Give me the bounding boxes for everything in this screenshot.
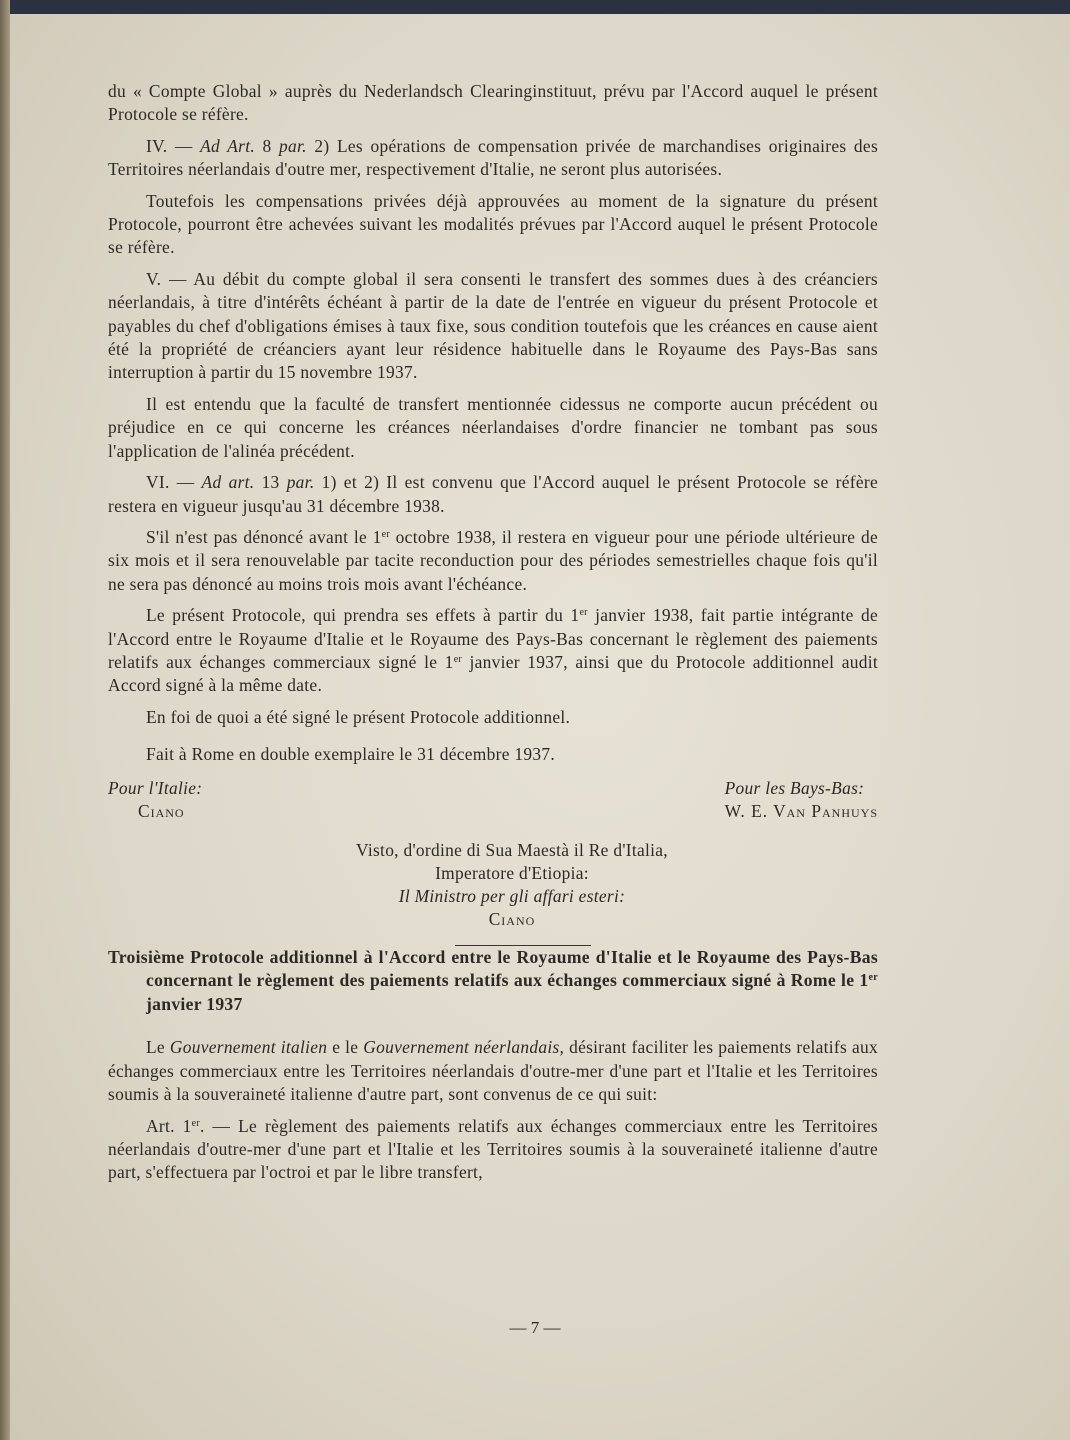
signature-italy — [108, 777, 202, 824]
paragraph-denonciation: S'il n'est pas dénoncé avant le 1er octobre 1938, il restera en vigueur pour une période ultérieure de six mois et il sera renouvelable par tacite reconduction pour des périodes semestrielles chaque fois qu'il ne sera pas dénoncé au moins trois mois avant l'échéance. — [108, 526, 878, 594]
signature-netherlands — [725, 777, 878, 824]
signatory-name-italy: Ciano — [138, 800, 185, 821]
scan-top-border — [0, 0, 1070, 14]
paragraph-article-iv: IV. — Ad Art. 8 par. 2) Les opérations de compensation privée de marchandises originaires des Territoires néerlandais d'outre mer, respectivement d'Italie, ne seront plus autorisées. — [108, 135, 879, 180]
paragraph-article-v: V. — Au débit du compte global il sera consenti le transfert des sommes dues à des créanciers néerlandais, à titre d'intérêts échéant à partir de la date de l'entrée en vigueur du présent Protocole et payables du chef d'obligations émises à taux fixe, sous condition toutefois que les créances en cause aient été la propriété de créanciers ayant leur résidence habituelle dans le Royaume des Pays-Bas sans interruption à partir du 15 novembre 1937. — [108, 268, 878, 383]
paragraph-effets: Le présent Protocole, qui prendra ses effets à partir du 1er janvier 1938, fait partie intégrante de l'Accord entre le Royaume d'Italie et le Royaume des Pays-Bas concernant le règlement des paiements relatifs aux échanges commerciaux signé le 1er janvier 1937, ainsi que du Protocole additionnel audit Accord signé à la même date. — [108, 605, 879, 696]
signature-block — [108, 777, 878, 829]
signature-label-italy: Pour l'Italie: — [108, 777, 203, 798]
page-number: — 7 — — [509, 1318, 561, 1337]
protocol-heading: Troisième Protocole additionnel à l'Accord entre le Royaume d'Italie et le Royaume des Pays-Bas concernant le règlement des paiements relatifs aux échanges commerciaux signé à Rome le 1er janvier 1937 — [108, 946, 878, 1014]
section-divider — [455, 945, 591, 946]
paragraph-compte-global: du « Compte Global » auprès du Nederlandsch Clearinginstituut, prévu par l'Accord auquel le présent Protocole se réfère. — [108, 81, 878, 125]
paragraph-en-foi: En foi de quoi a été signé le présent Protocole additionnel. — [146, 706, 571, 727]
signatory-name-netherlands: W. E. Van Panhuys — [724, 800, 878, 821]
scan-left-edge — [0, 0, 10, 1440]
paragraph-article-1: Art. 1er. — Le règlement des paiements relatifs aux échanges commerciaux entre les Territoires néerlandais d'outre-mer d'une part et l'Italie et les Territoires soumis à la souveraineté italienne d'autre part, s'effectuera par l'octroi et par le libre transfert, — [108, 1115, 878, 1183]
visto-signatory: Ciano — [488, 908, 536, 929]
paragraph-fait-a-rome: Fait à Rome en double exemplaire le 31 décembre 1937. — [146, 744, 555, 765]
visto-line: Visto, d'ordine di Sua Maestà il Re d'Italia, — [356, 839, 668, 860]
paragraph-compensations: Toutefois les compensations privées déjà approuvées au moment de la signature du présent Protocole, pourront être achevées suivant les modalités prévues par l'Accord auquel le présent Protocole se réfère. — [108, 190, 878, 258]
paragraph-faculte-transfert: Il est entendu que la faculté de transfert mentionnée cidessus ne comporte aucun précédent ou préjudice en ce qui concerne les créances néerlandaises d'ordre financier ne tombant pas sous l'application de l'alinéa précédent. — [108, 393, 878, 461]
signature-label-netherlands: Pour les Bays-Bas: — [724, 777, 865, 798]
visto-line: Imperatore d'Etiopia: — [435, 862, 589, 883]
paragraph-preamble: Le Gouvernement italien e le Gouvernement néerlandais, désirant faciliter les paiements relatifs aux échanges commerciaux entre les Territoires néerlandais d'outre-mer d'une part et l'Italie et les Territoires soumis à la souveraineté italienne d'autre part, sont convenus de ce qui suit: — [108, 1037, 878, 1105]
document-body — [108, 80, 878, 1185]
visto-block — [146, 839, 878, 931]
visto-minister: Il Ministro per gli affari esteri: — [398, 885, 626, 906]
paragraph-article-vi: VI. — Ad art. 13 par. 1) et 2) Il est convenu que l'Accord auquel le présent Protocole se réfère restera en vigueur jusqu'au 31 décembre 1938. — [108, 472, 878, 516]
